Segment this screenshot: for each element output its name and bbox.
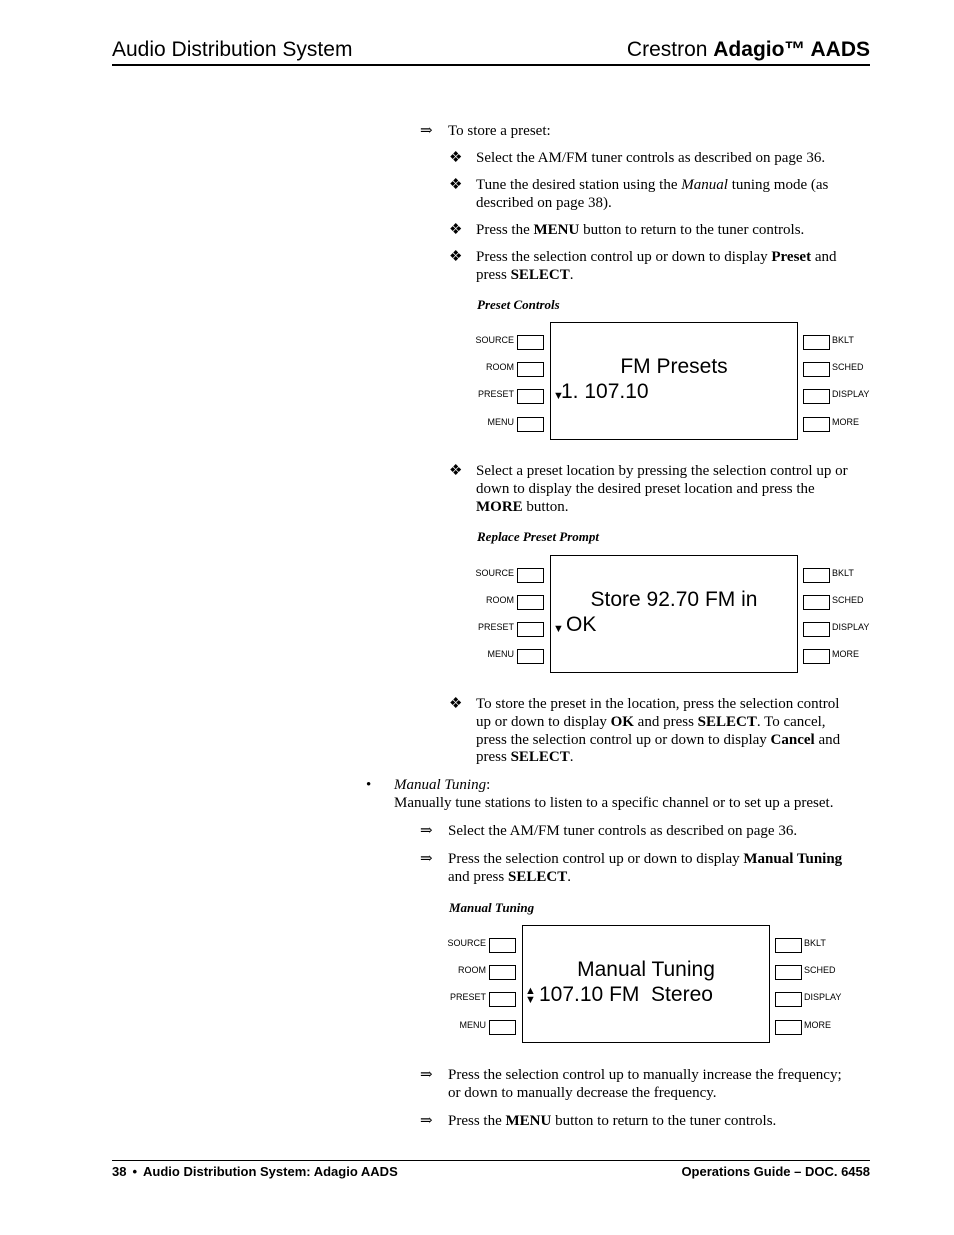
step-text: MORE button. [476,499,569,515]
sched-button[interactable] [803,595,830,610]
diamond-bullet-icon: ❖ [449,249,463,265]
step-text: Select the AM/FM tuner controls as described on page 36. [448,823,798,839]
section-description: Manually tune stations to listen to a specific channel or to set up a preset. [394,795,834,811]
implies-icon: ⇒ [420,1113,433,1129]
page-number: 38 [112,1164,127,1179]
diamond-bullet-icon: ❖ [449,696,463,712]
button-label: DISPLAY [832,622,870,632]
lcd-line-1: Store 92.70 FM in [590,588,758,611]
room-button[interactable] [517,362,544,377]
footer-left [112,1164,398,1179]
bklt-button[interactable] [803,568,830,583]
step-text: Press the selection control up or down to display Manual Tuning [448,851,843,867]
bklt-button[interactable] [775,938,802,953]
implies-icon: ⇒ [420,823,433,839]
step-text: press SELECT. [476,267,574,283]
bullet-icon: • [132,1164,138,1179]
room-button[interactable] [517,595,544,610]
button-label: ROOM [458,965,486,975]
button-label: SOURCE [475,335,514,345]
button-label: BKLT [804,938,826,948]
room-button[interactable] [489,965,516,980]
figure-caption: Manual Tuning [449,900,535,915]
page-footer [112,1160,870,1179]
step-text: or down to manually decrease the frequency. [448,1085,717,1101]
implies-icon: ⇒ [420,1067,433,1083]
button-label: SOURCE [447,938,486,948]
source-button[interactable] [517,335,544,350]
button-label: SCHED [804,965,836,975]
button-label: MENU [487,649,514,659]
header-title-left: Audio Distribution System [112,38,353,61]
diamond-bullet-icon: ❖ [449,463,463,479]
step-text: Press the selection control up or down to display Preset and [476,249,837,265]
menu-button[interactable] [489,1020,516,1035]
lcd-line-2: 1. 107.10 [561,380,649,403]
lcd-screen [550,555,798,673]
button-label: BKLT [832,335,854,345]
button-label: MORE [832,417,859,427]
figure-caption: Replace Preset Prompt [477,529,600,544]
lcd-line-1: Manual Tuning [577,958,715,981]
sched-button[interactable] [775,965,802,980]
button-label: PRESET [449,992,486,1002]
step-text: and press SELECT. [448,869,571,885]
step-text: Press the MENU button to return to the tuner controls. [476,222,805,238]
preset-controls-panel [470,322,870,447]
step-text: Tune the desired station using the Manual tuning mode (as [476,177,829,193]
button-label: MENU [487,417,514,427]
diamond-bullet-icon: ❖ [449,177,463,193]
bullet-icon: • [366,777,372,793]
store-preset-heading: To store a preset: [448,123,551,139]
implies-icon: ⇒ [420,851,433,867]
diamond-bullet-icon: ❖ [449,150,463,166]
step-text: down to display the desired preset location and press the [476,481,815,497]
step-text: To store the preset in the location, press the selection control [476,696,840,712]
step-text: press SELECT. [476,749,574,765]
preset-button[interactable] [517,389,544,404]
display-button[interactable] [803,622,830,637]
section-title: Manual Tuning: [394,777,491,793]
implies-icon: ⇒ [420,123,433,139]
header-brand: Crestron [626,38,714,61]
button-label: MORE [804,1020,831,1030]
display-button[interactable] [775,992,802,1007]
button-label: DISPLAY [832,389,870,399]
button-label: DISPLAY [804,992,842,1002]
down-arrow-icon: ▼ [553,390,564,402]
button-label: MORE [832,649,859,659]
down-arrow-icon: ▼ [525,994,536,1006]
page-header [112,38,870,66]
replace-preset-panel [470,555,870,680]
source-button[interactable] [489,938,516,953]
sched-button[interactable] [803,362,830,377]
display-button[interactable] [803,389,830,404]
button-label: ROOM [486,595,514,605]
up-arrow-icon: ▲ [525,985,536,997]
step-text: Select a preset location by pressing the selection control up or [476,463,848,479]
more-button[interactable] [803,649,830,664]
step-text: Press the MENU button to return to the tuner controls. [448,1113,777,1129]
more-button[interactable] [803,417,830,432]
button-label: SCHED [832,595,864,605]
button-label: ROOM [486,362,514,372]
button-label: PRESET [477,389,514,399]
button-label: MENU [459,1020,486,1030]
header-title-right [627,38,870,62]
menu-button[interactable] [517,417,544,432]
button-label: BKLT [832,568,854,578]
down-arrow-icon: ▼ [553,623,564,635]
header-product: Adagio™ AADS [713,38,870,61]
lcd-screen [522,925,770,1043]
manual-tuning-panel [442,925,842,1050]
lcd-line-1: FM Presets [620,355,728,378]
figure-caption: Preset Controls [477,297,560,312]
button-label: SOURCE [475,568,514,578]
footer-doc-title: Audio Distribution System: Adagio AADS [143,1164,398,1179]
step-text: described on page 38). [476,195,612,211]
preset-button[interactable] [489,992,516,1007]
preset-button[interactable] [517,622,544,637]
step-text: Select the AM/FM tuner controls as described on page 36. [476,150,826,166]
more-button[interactable] [775,1020,802,1035]
source-button[interactable] [517,568,544,583]
step-text: Press the selection control up to manually increase the frequency; [448,1067,842,1083]
lcd-screen [550,322,798,440]
step-text: up or down to display OK and press SELECT. To cancel, [476,714,826,730]
lcd-line-2: OK [566,613,597,636]
menu-button[interactable] [517,649,544,664]
button-label: PRESET [477,622,514,632]
diamond-bullet-icon: ❖ [449,222,463,238]
button-label: SCHED [832,362,864,372]
step-text: press the selection control up or down to display Cancel and [476,732,841,748]
bklt-button[interactable] [803,335,830,350]
footer-right: Operations Guide – DOC. 6458 [681,1164,870,1179]
lcd-line-2: 107.10 FM Stereo [539,983,713,1006]
